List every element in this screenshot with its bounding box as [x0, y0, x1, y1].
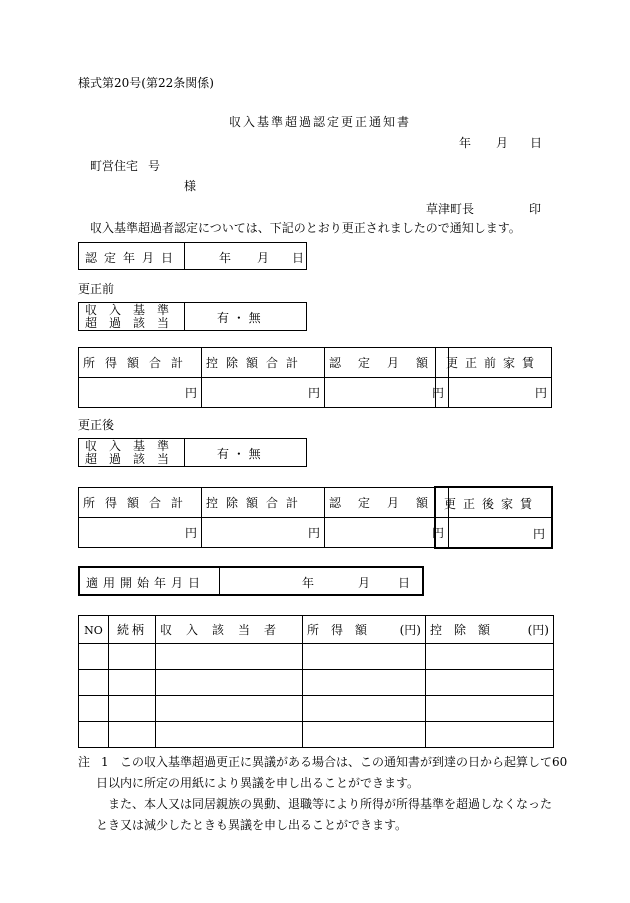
after-criteria-line1: 収入基準 [85, 439, 182, 453]
before-col-deduction: 控除額合計 [206, 356, 307, 370]
persons-col-no: NO [84, 623, 103, 637]
before-cert-monthly-unit: 円 [431, 386, 444, 400]
before-amount-table [78, 347, 449, 408]
persons-col-name: 収入該当者 [160, 623, 291, 637]
after-income-unit: 円 [184, 526, 197, 540]
date-month: 月 [496, 136, 509, 150]
table-row [79, 644, 554, 670]
apply-date-day: 日 [398, 576, 411, 590]
before-rent-unit: 円 [534, 386, 547, 400]
after-deduction-unit: 円 [307, 526, 320, 540]
persons-col-income: 所得額 [307, 623, 380, 637]
cert-date-year: 年 [219, 251, 232, 265]
after-amount-table [78, 487, 449, 548]
notes-line1: この収入基準超過更正に異議がある場合は、この通知書が到達の日から起算して60 [120, 755, 568, 769]
after-col-cert-monthly: 認定月額 [329, 496, 446, 510]
before-heading: 更正前 [78, 282, 115, 296]
notes-number: 1 [101, 755, 109, 769]
table-row [79, 696, 554, 722]
before-col-income: 所得額合計 [83, 356, 194, 370]
after-col-income: 所得額合計 [83, 496, 194, 510]
notes-line3: また、本人又は同居親族の異動、退職等により所得が所得基準を超過しなくなった [108, 797, 553, 811]
honorific: 様 [184, 179, 197, 193]
cert-date-label: 認定年月日 [85, 251, 181, 265]
page-title: 収入基準超過認定更正通知書 [229, 115, 412, 129]
after-heading: 更正後 [78, 418, 115, 432]
before-income-unit: 円 [184, 386, 197, 400]
issuer-name: 草津町長 [426, 202, 475, 216]
issuer-seal: 印 [529, 202, 542, 216]
cert-date-box [78, 242, 307, 270]
apply-date-box [78, 566, 424, 596]
after-col-deduction: 控除額合計 [206, 496, 307, 510]
table-row [79, 722, 554, 748]
after-rent-box [431, 486, 553, 549]
notes-prefix: 注 [78, 755, 91, 769]
address-label: 町営住宅 [90, 159, 139, 173]
date-day: 日 [530, 136, 543, 150]
before-criteria-line1: 収入基準 [85, 303, 182, 317]
after-criteria-value: 有 ・ 無 [217, 447, 261, 461]
persons-table [78, 615, 554, 748]
apply-date-year: 年 [302, 576, 315, 590]
apply-date-label: 適用開始年月日 [86, 576, 206, 590]
after-cert-monthly-unit: 円 [431, 526, 444, 540]
persons-col-deduction-unit: (円) [527, 623, 549, 637]
cert-date-day: 日 [292, 251, 305, 265]
before-criteria-line2: 超過該当 [85, 316, 182, 330]
form-number: 様式第20号(第22条関係) [78, 76, 214, 90]
after-rent-unit: 円 [532, 527, 545, 541]
address-number: 号 [148, 159, 161, 173]
intro-text: 収入基準超過者認定については、下記のとおり更正されましたので通知します。 [90, 221, 521, 235]
persons-col-deduction: 控除額 [430, 623, 503, 637]
date-year: 年 [459, 136, 472, 150]
before-col-rent: 更正前家賃 [445, 356, 541, 370]
before-col-cert-monthly: 認定月額 [329, 356, 446, 370]
after-col-rent: 更正後家賃 [444, 497, 540, 511]
after-criteria-line2: 超過該当 [85, 452, 182, 466]
before-criteria-value: 有 ・ 無 [217, 311, 261, 325]
persons-col-income-unit: (円) [399, 623, 421, 637]
table-row [79, 670, 554, 696]
notes-line4: とき又は減少したときも異議を申し出ることができます。 [96, 818, 408, 832]
before-criteria-box [78, 302, 307, 331]
before-deduction-unit: 円 [307, 386, 320, 400]
cert-date-month: 月 [257, 251, 270, 265]
apply-date-month: 月 [358, 576, 371, 590]
before-rent-table [435, 347, 552, 408]
persons-col-relation: 続柄 [116, 623, 147, 637]
notes-line2: 日以内に所定の用紙により異議を申し出ることができます。 [96, 776, 420, 790]
after-criteria-box [78, 438, 307, 467]
